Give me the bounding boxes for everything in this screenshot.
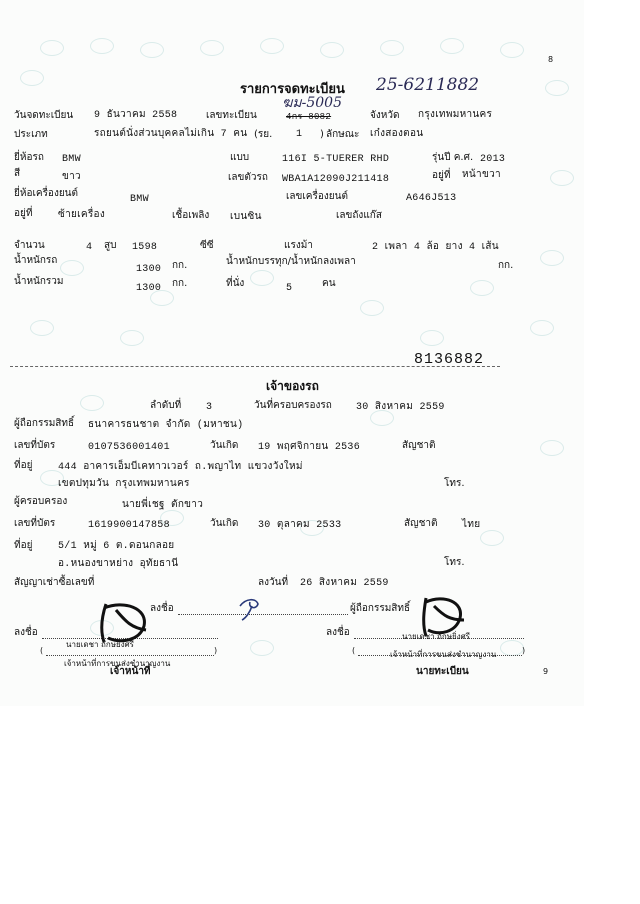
engine-number-label: เลขเครื่องยนต์ [286,191,348,202]
possessor-label: ผู้ครอบครอง [14,496,68,507]
chassis-location-label: อยู่ที่ [432,170,451,181]
axle-wheel-value: 2 เพลา 4 ล้อ ยาง 4 เส้น [372,242,499,253]
registrar-sign-label: ลงชื่อ [326,627,350,638]
engine-number-value: A646J513 [406,193,457,204]
possessor-id-value: 1619900147858 [88,520,170,531]
possessor-name: นายพี่เชฐ ตักขาว [122,500,204,511]
registrar-name: นายเดชา ถักษยิ่งศรี [402,632,470,641]
registrar-paren-open: ( [352,646,356,655]
owner-label: ผู้ถือกรรมสิทธิ์ [14,418,75,429]
vehicle-weight-label: น้ำหนักรถ [14,255,58,266]
engine-location-value: ซ้ายเครื่อง [58,210,106,221]
possessor-signature [236,592,266,622]
color-value: ขาว [62,172,81,183]
cylinders-label: จำนวน [14,240,45,251]
year-label: รุ่นปี ค.ศ. [432,152,474,163]
possessor-sign-label: ลงชื่อ [150,603,174,614]
total-weight-label: น้ำหนักรวม [14,276,64,287]
serial-number: 8136882 [414,351,485,368]
vehicle-weight-unit: กก. [172,260,188,271]
color-label: สี [14,168,21,179]
owner-address-line2: เขตปทุมวัน กรุงเทพมหานคร [58,479,190,490]
order-label: ลำดับที่ [150,400,182,411]
load-weight-unit: กก. [498,260,514,271]
total-weight-value: 1300 [136,283,162,294]
owner-birth-value: 19 พฤศจิกายน 2536 [258,442,361,453]
lease-number-label: สัญญาเช่าซื้อเลขที่ [14,577,95,588]
ros-value: 1 [296,129,303,140]
owner-tel-label: โทร. [444,478,465,489]
total-weight-unit: กก. [172,278,188,289]
possession-date-value: 30 สิงหาคม 2559 [356,402,445,413]
owner-address-label: ที่อยู่ [14,460,33,471]
fuel-value: เบนซิน [230,212,262,223]
reg-no-struck: 4กร 8082 [286,112,332,122]
registrar-signature [418,594,468,640]
seats-label: ที่นั่ง [226,278,245,289]
possessor-nationality-value: ไทย [462,520,481,531]
ros-label: (รย. [254,129,273,140]
possessor-birth-value: 30 ตุลาคม 2533 [258,520,342,531]
chassis-value: WBA1A12090J211418 [282,174,390,185]
handwritten-tracking-number: 25-6211882 [376,75,480,95]
year-value: 2013 [480,154,506,165]
registrar-paren-close: ) [522,646,526,655]
fuel-label: เชื้อเพลิง [172,210,210,221]
type-label: ประเภท [14,129,48,140]
reg-no-handwritten: ฆม-5005 [282,95,342,111]
possessor-nationality-label: สัญชาติ [404,518,438,529]
officer-position: เจ้าหน้าที่การขนส่งชำนาญงาน [64,659,171,668]
reg-date-value: 9 ธันวาคม 2558 [94,110,178,121]
officer-signature [96,600,156,648]
possessor-address-line1: 5/1 หมู่ 6 ต.ดอนกลอย [58,541,175,552]
reg-date-label: วันจดทะเบียน [14,110,74,121]
gas-tank-label: เลขถังแก๊ส [336,210,382,221]
registrar-position: เจ้าหน้าที่การขนส่งชำนาญงาน [390,650,497,659]
officer-title: เจ้าหน้าที่ [110,666,151,677]
brand-value: BMW [62,154,81,165]
engine-brand-label: ยี่ห้อเครื่องยนต์ [14,188,79,199]
body-type-value: เก๋งสองตอน [370,129,424,140]
displacement-unit: ซีซี [200,240,214,251]
order-value: 3 [206,402,213,413]
registration-title: รายการจดทะเบียน [240,82,345,97]
load-weight-label: น้ำหนักบรรทุก/น้ำหนักลงเพลา [226,256,356,267]
owner-address-line1: 444 อาคารเอ็มบีเคทาวเวอร์ ถ.พญาไท แขวงวังใหม่ [58,462,303,473]
vehicle-weight-value: 1300 [136,264,162,275]
province-label: จังหวัด [370,110,400,121]
body-type-label: ลักษณะ [326,129,360,140]
page-number-bottom: 9 [543,667,549,676]
displacement-value: 1598 [132,242,158,253]
possessor-address-label: ที่อยู่ [14,540,33,551]
possession-date-label: วันที่ครอบครองรถ [254,400,332,411]
officer-name: นายเดชา ถักษยิ่งศรี [66,640,134,649]
seats-unit: คน [322,278,336,289]
model-value: 116I 5-TUERER RHD [282,154,390,165]
possessor-tel-label: โทร. [444,557,465,568]
owner-name: ธนาคารธนชาต จำกัด (มหาชน) [88,420,244,431]
owner-section-title: เจ้าของรถ [266,379,319,393]
registrar-title: นายทะเบียน [416,666,469,677]
engine-location-label: อยู่ที่ [14,208,33,219]
owner-sign-role: ผู้ถือกรรมสิทธิ์ [350,603,411,614]
owner-id-label: เลขที่บัตร [14,440,56,451]
officer-paren-close: ) [214,646,218,655]
cylinders-unit: สูบ [104,240,117,251]
possessor-id-label: เลขที่บัตร [14,518,56,529]
chassis-label: เลขตัวรถ [228,172,268,183]
type-value: รถยนต์นั่งส่วนบุคคลไม่เกิน 7 คน [94,129,248,140]
possessor-birth-label: วันเกิด [210,518,239,529]
officer-sign-label: ลงชื่อ [14,627,38,638]
owner-birth-label: วันเกิด [210,440,239,451]
possessor-address-line2: อ.หนองขาหย่าง อุทัยธานี [58,559,179,570]
lease-date-value: 26 สิงหาคม 2559 [300,578,389,589]
cylinders-value: 4 [86,242,93,253]
ros-close: ) [320,129,324,140]
owner-id-value: 0107536001401 [88,442,170,453]
officer-name-line [46,655,214,656]
officer-paren-open: ( [40,646,44,655]
seats-value: 5 [286,283,293,294]
horsepower-label: แรงม้า [284,240,313,251]
engine-brand-value: BMW [130,194,149,205]
brand-label: ยี่ห้อรถ [14,152,44,163]
lease-date-label: ลงวันที่ [258,577,289,588]
owner-nationality-label: สัญชาติ [402,440,436,451]
page-number-top: 8 [548,55,554,64]
chassis-location-value: หน้าขวา [462,170,501,181]
province-value: กรุงเทพมหานคร [418,110,493,121]
model-label: แบบ [230,152,250,163]
reg-no-label: เลขทะเบียน [206,110,257,121]
